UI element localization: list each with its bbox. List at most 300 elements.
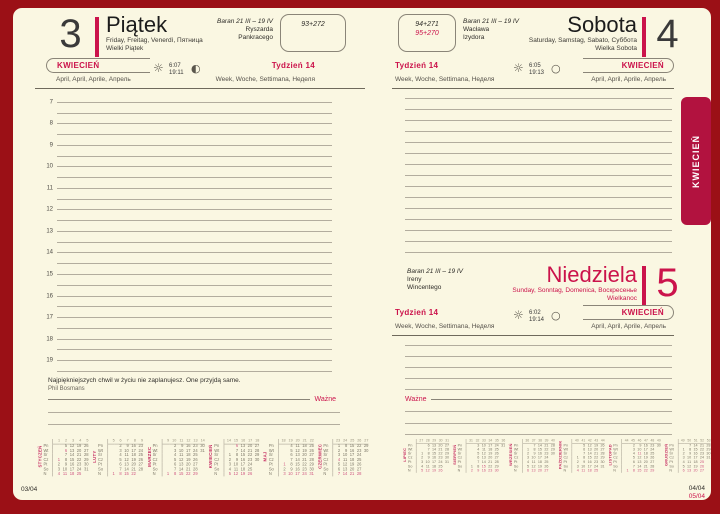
notes-row[interactable] — [405, 187, 672, 198]
footer-sunday: 05/04 — [688, 493, 705, 500]
calendar-day: 21 — [488, 460, 493, 465]
mini-calendar-month-name: MAJ — [263, 451, 269, 462]
calendar-day: 19 — [240, 472, 246, 477]
weekday-label: So — [214, 467, 223, 472]
calendar-day: 13 — [431, 443, 437, 448]
calendar-day: 14 — [124, 467, 129, 472]
notes-row[interactable] — [405, 220, 672, 231]
calendar-day: 7 — [119, 467, 122, 472]
calendar-day: 31 — [200, 448, 205, 454]
weekday-label: Wt — [269, 449, 278, 454]
hour-label: 11 — [46, 185, 53, 192]
half-hour-row[interactable] — [40, 210, 332, 221]
half-hour-row[interactable] — [40, 253, 332, 264]
mini-calendar-month-name: SIERPIEŃ — [452, 444, 458, 466]
quote-block — [48, 377, 348, 392]
calendar-day: 23 — [193, 444, 198, 449]
calendar-day: 27 — [494, 456, 499, 461]
calendar-day: 29 — [254, 453, 260, 458]
calendar-day — [198, 472, 205, 477]
calendar-day: 14 — [69, 453, 75, 458]
calendar-day: 14 — [178, 467, 184, 472]
notes-row[interactable] — [405, 110, 672, 121]
calendar-day: 1 — [112, 472, 115, 477]
friday-sun-times — [169, 63, 184, 77]
calendar-day: 4 — [228, 467, 232, 472]
week-number: 17 — [245, 439, 252, 444]
calendar-day: 28 — [550, 443, 555, 448]
calendar-day: 10 — [62, 467, 68, 472]
calendar-day: 21 — [438, 447, 443, 452]
calendar-day: 14 — [587, 452, 592, 456]
calendar-day: 13 — [240, 444, 246, 449]
friday-name-day-2: Pankracego — [238, 34, 273, 41]
notes-row[interactable] — [405, 209, 672, 220]
weekday-label: Pt — [564, 461, 573, 465]
weekday-label: Pn — [613, 443, 622, 447]
saturday-title-block — [483, 13, 637, 53]
week-number: 14 — [224, 439, 231, 444]
calendar-day: 17 — [295, 472, 300, 477]
sunday-sunrise: 6:02 — [529, 310, 541, 316]
weekday-label: Pt — [514, 461, 523, 465]
calendar-day: 10 — [233, 462, 239, 467]
friday-day-languages: Friday, Freitag, Venerdì, Пятница — [106, 37, 203, 44]
calendar-day: 17 — [587, 464, 592, 469]
saturday-month-languages: April, April, Aprile, Апрель — [591, 76, 666, 83]
weekday-label: N — [214, 472, 223, 477]
calendar-day: 6 — [583, 447, 586, 452]
calendar-day: 11 — [179, 453, 184, 458]
weekday-label: Cz — [153, 458, 162, 463]
weekday-label: Wt — [214, 449, 223, 454]
calendar-day: 9 — [639, 443, 642, 448]
quote-text: Najpiękniejszych chwil w życiu nie zaplanujesz. One przyjdą same. — [48, 377, 241, 384]
calendar-day: 23 — [699, 452, 705, 456]
calendar-day: 8 — [477, 464, 480, 469]
calendar-day: 21 — [594, 452, 599, 456]
footer-saturday: 04/04 — [688, 485, 705, 492]
calendar-day: 16 — [693, 452, 698, 456]
calendar-day: 19 — [302, 448, 307, 454]
saturday-day-counter-box — [398, 14, 456, 52]
mini-calendar — [559, 439, 605, 473]
calendar-day: 21 — [699, 443, 705, 448]
notes-row[interactable] — [405, 132, 672, 143]
hour-label: 9 — [49, 142, 53, 149]
sunday-day-name: Niedziela — [546, 262, 637, 287]
week-number: 39 — [542, 439, 548, 443]
calendar-day: 18 — [587, 468, 592, 473]
hour-label: 18 — [46, 336, 53, 343]
calendar-day: 22 — [699, 447, 705, 452]
saturday-sunset: 19:13 — [529, 70, 545, 76]
calendar-day: 6 — [119, 462, 122, 467]
sunday-month-languages: April, April, Aprile, Апрель — [591, 323, 666, 330]
calendar-day: 5 — [228, 472, 232, 477]
half-hour-row[interactable] — [40, 361, 332, 372]
calendar-day: 3 — [477, 443, 480, 448]
notes-row[interactable] — [405, 401, 672, 412]
weekday-label: N — [669, 469, 678, 473]
week-number: 53 — [704, 439, 710, 443]
weekday-label: Wt — [514, 448, 523, 452]
calendar-day: 19 — [349, 462, 355, 467]
mini-calendar — [453, 439, 506, 473]
calendar-day: 18 — [431, 464, 437, 469]
half-hour-row[interactable] — [40, 189, 332, 200]
calendar-day: 5 — [290, 448, 293, 454]
calendar-day: 6 — [290, 453, 293, 458]
weekday-label: N — [613, 469, 622, 473]
saturday-name-day-1: Wacława — [463, 26, 490, 33]
calendar-day: 16 — [537, 452, 542, 456]
calendar-day: 24 — [76, 467, 82, 472]
calendar-day: 26 — [138, 458, 144, 463]
calendar-day: 11 — [295, 444, 300, 449]
hour-row[interactable] — [40, 178, 332, 192]
calendar-day: 19 — [488, 452, 493, 456]
sunday-holiday: Wielkanoc — [607, 295, 637, 302]
hour-row[interactable] — [40, 157, 332, 168]
week-number: 11 — [176, 439, 183, 444]
hour-row[interactable] — [40, 286, 332, 300]
calendar-day: 30 — [656, 443, 661, 448]
calendar-day: 7 — [290, 458, 293, 463]
moon-phase-icon: ○ — [551, 309, 561, 322]
calendar-day: 4 — [576, 468, 579, 473]
hour-label: 15 — [46, 271, 53, 278]
notes-row[interactable] — [405, 99, 672, 110]
week-number: 14 — [198, 439, 205, 444]
saturday-week-label: Tydzień 14 — [395, 61, 439, 70]
weekday-label: Wt — [458, 448, 467, 452]
calendar-day: 30 — [600, 460, 605, 465]
calendar-day: 23 — [650, 443, 655, 448]
calendar-day: 27 — [193, 462, 198, 467]
week-number: 21 — [300, 439, 307, 444]
calendar-day: 31 — [706, 456, 711, 461]
calendar-day: 22 — [594, 456, 599, 461]
calendar-day — [443, 469, 449, 473]
weekday-label: Cz — [408, 456, 417, 460]
week-number: 4 — [74, 439, 81, 444]
calendar-day: 7 — [689, 443, 692, 448]
calendar-day: 13 — [481, 456, 486, 461]
mini-calendar-month-name: LUTY — [92, 450, 98, 463]
calendar-day: 10 — [178, 448, 184, 454]
notes-row[interactable] — [48, 401, 340, 413]
important-line — [431, 399, 672, 400]
week-number: 35 — [492, 439, 498, 443]
calendar-day: 12 — [233, 472, 239, 477]
notes-row[interactable] — [405, 368, 672, 379]
calendar-day: 16 — [643, 443, 648, 448]
calendar-day: 21 — [349, 472, 355, 477]
calendar-day: 22 — [185, 472, 191, 477]
saturday-notes-lines[interactable] — [405, 88, 672, 253]
calendar-day: 8 — [533, 447, 536, 452]
calendar-day: 20 — [438, 443, 443, 448]
weekday-label: Wt — [323, 449, 332, 454]
saturday-week-languages: Week, Woche, Settimana, Неделя — [395, 76, 495, 83]
notes-row[interactable] — [405, 335, 672, 346]
half-hour-row[interactable] — [40, 124, 332, 135]
left-separator — [35, 88, 365, 89]
saturday-month-pill: KWIECIEŃ — [583, 58, 674, 73]
calendar-day: 17 — [185, 448, 191, 454]
week-number: 2 — [60, 439, 67, 444]
weekday-label: So — [458, 465, 467, 469]
calendar-day: 3 — [174, 448, 177, 454]
notes-row[interactable] — [405, 88, 672, 99]
hour-label: 17 — [46, 314, 53, 321]
calendar-day: 18 — [488, 447, 493, 452]
calendar-day: 23 — [544, 452, 549, 456]
half-hour-row[interactable] — [40, 318, 332, 329]
week-number: 7 — [122, 439, 129, 444]
calendar-day: 20 — [488, 456, 493, 461]
calendar-day: 28 — [138, 467, 144, 472]
calendar-day: 4 — [632, 452, 635, 456]
calendar-day: 26 — [544, 464, 549, 469]
calendar-day: 23 — [594, 460, 599, 465]
calendar-day: 10 — [124, 448, 129, 454]
notes-row[interactable] — [405, 357, 672, 368]
notes-row[interactable] — [405, 176, 672, 187]
calendar-day: 20 — [537, 468, 542, 473]
week-number: 36 — [499, 439, 505, 443]
calendar-day: 27 — [83, 448, 89, 454]
month-tab-kwiecien[interactable] — [681, 97, 711, 225]
calendar-day: 24 — [138, 448, 144, 454]
calendar-day: 13 — [637, 460, 642, 465]
calendar-day: 24 — [650, 447, 655, 452]
calendar-day: 1 — [283, 462, 286, 467]
week-number: 52 — [698, 439, 704, 443]
calendar-day: 10 — [288, 472, 293, 477]
calendar-day: 24 — [438, 460, 443, 465]
calendar-day: 19 — [185, 458, 191, 463]
calendar-day: 14 — [240, 448, 246, 454]
weekday-label: Śr — [564, 452, 573, 456]
mini-calendar — [263, 439, 313, 477]
friday-week-languages: Week, Woche, Settimana, Неделя — [215, 76, 315, 83]
calendar-day: 26 — [193, 458, 198, 463]
calendar-day: 18 — [69, 472, 75, 477]
sunday-day-number: 5 — [656, 261, 678, 305]
friday-holiday: Wielki Piątek — [106, 45, 144, 52]
hour-row[interactable] — [40, 307, 332, 321]
calendar-day: 3 — [421, 460, 424, 465]
saturday-accent-bar — [642, 17, 646, 57]
calendar-day: 18 — [185, 453, 191, 458]
calendar-day: 21 — [544, 443, 549, 448]
calendar-day: 7 — [427, 447, 430, 452]
month-tab-label: KWIECIEŃ — [691, 134, 701, 188]
weekday-label: N — [43, 472, 52, 477]
calendar-day: 8 — [583, 456, 586, 461]
notes-row[interactable] — [405, 231, 672, 242]
friday-notes-lines[interactable] — [48, 401, 340, 425]
calendar-day: 7 — [533, 443, 536, 448]
hour-row[interactable] — [40, 221, 332, 235]
calendar-day: 16 — [240, 458, 246, 463]
calendar-day: 19 — [693, 464, 698, 469]
mini-calendar-month-name: GRUDZIEŃ — [664, 443, 669, 467]
calendar-day: 5 — [174, 458, 177, 463]
calendar-day: 4 — [682, 460, 685, 465]
half-hour-row[interactable] — [40, 232, 332, 243]
calendar-day: 8 — [344, 444, 348, 449]
weekday-label: N — [514, 469, 523, 473]
calendar-day: 21 — [185, 467, 191, 472]
calendar-day: 27 — [650, 460, 655, 465]
calendar-day: 3 — [576, 464, 579, 469]
calendar-day: 6 — [527, 468, 530, 473]
sunday-week-languages: Week, Woche, Settimana, Неделя — [395, 323, 495, 330]
friday-day-name: Piątek — [106, 12, 168, 37]
sunday-extra-lines[interactable] — [405, 401, 672, 435]
calendar-day: 4 — [57, 472, 61, 477]
week-number: 24 — [340, 439, 347, 444]
calendar-day: 21 — [643, 464, 648, 469]
friday-sunset: 19:11 — [169, 70, 184, 76]
mini-calendar — [147, 439, 205, 477]
hour-row[interactable] — [40, 264, 332, 278]
calendar-day: 29 — [600, 456, 605, 461]
hour-row[interactable] — [40, 200, 332, 211]
calendar-day: 22 — [131, 472, 136, 477]
notes-row[interactable] — [48, 413, 340, 425]
calendar-day: 16 — [587, 460, 592, 465]
calendar-day: 9 — [477, 468, 480, 473]
calendar-day: 24 — [356, 453, 362, 458]
calendar-day: 17 — [240, 462, 246, 467]
calendar-day: 13 — [178, 462, 184, 467]
half-hour-row[interactable] — [40, 297, 332, 308]
week-number: 1 — [53, 439, 60, 444]
weekday-label: Śr — [153, 454, 162, 459]
weekday-label: Cz — [214, 458, 223, 463]
calendar-day: 25 — [494, 447, 499, 452]
calendar-day: 30 — [444, 456, 450, 461]
weekday-label: Wt — [408, 448, 417, 452]
calendar-day: 24 — [302, 472, 307, 477]
calendar-day: 22 — [438, 452, 443, 456]
notes-row[interactable] — [405, 198, 672, 209]
calendar-day: 3 — [527, 456, 530, 461]
calendar-day: 5 — [337, 462, 341, 467]
ruled-line — [405, 252, 672, 253]
hour-row[interactable] — [40, 329, 332, 343]
notes-row[interactable] — [405, 165, 672, 176]
calendar-day: 25 — [356, 458, 362, 463]
mini-calendar — [608, 439, 661, 473]
calendar-day: 1 — [57, 458, 61, 463]
weekday-label: N — [323, 472, 332, 477]
calendar-day: 4 — [119, 453, 122, 458]
weekday-label: Śr — [408, 452, 417, 456]
calendar-day: 14 — [295, 458, 300, 463]
mini-calendar-month-name: CZERWIEC — [317, 444, 323, 470]
weekday-label: Cz — [514, 456, 523, 460]
hour-row[interactable] — [40, 350, 332, 364]
friday-week-label: Tydzień 14 — [271, 61, 315, 70]
calendar-day: 16 — [185, 444, 191, 449]
weekday-label: Cz — [43, 458, 52, 463]
week-number: 37 — [529, 439, 535, 443]
week-number: 40 — [572, 439, 579, 443]
notes-row[interactable] — [405, 143, 672, 154]
week-number: 16 — [238, 439, 245, 444]
calendar-day: 15 — [349, 444, 355, 449]
calendar-day: 6 — [235, 444, 239, 449]
hour-row[interactable] — [40, 135, 332, 149]
calendar-day: 3 — [283, 472, 286, 477]
calendar-day: 11 — [425, 464, 430, 469]
sunrise-sunset-icon: ☼ — [513, 308, 524, 322]
saturday-holiday: Wielka Sobota — [595, 45, 637, 52]
weekday-label: Pn — [214, 444, 223, 449]
half-hour-row[interactable] — [40, 340, 332, 351]
calendar-day: 8 — [290, 462, 293, 467]
hour-row[interactable] — [40, 243, 332, 254]
friday-day-counter-box — [280, 14, 346, 52]
calendar-day: 26 — [438, 468, 443, 473]
half-hour-row[interactable] — [40, 103, 332, 114]
mini-calendars-left — [38, 439, 368, 477]
friday-hours-grid[interactable] — [40, 92, 332, 372]
calendar-day: 2 — [119, 444, 122, 449]
half-hour-row[interactable] — [40, 167, 332, 178]
calendar-day: 19 — [643, 456, 648, 461]
calendar-day: 28 — [444, 447, 450, 452]
weekday-label: Cz — [323, 458, 332, 463]
calendar-day: 6 — [337, 467, 341, 472]
notes-row[interactable] — [405, 346, 672, 357]
calendar-day: 1 — [228, 453, 232, 458]
calendar-day: 26 — [494, 452, 499, 456]
notes-row[interactable] — [405, 242, 672, 253]
notes-row[interactable] — [405, 412, 672, 423]
calendar-day: 29 — [650, 468, 655, 473]
week-number: 12 — [183, 439, 190, 444]
calendar-day: 9 — [344, 448, 348, 454]
half-hour-row[interactable] — [40, 146, 332, 157]
calendar-day: 27 — [138, 462, 144, 467]
weekday-label: So — [43, 467, 52, 472]
hour-row[interactable] — [40, 114, 332, 125]
hour-row[interactable] — [40, 92, 332, 106]
notes-row[interactable] — [405, 379, 672, 390]
half-hour-row[interactable] — [40, 275, 332, 286]
notes-row[interactable] — [405, 154, 672, 165]
calendar-day: 25 — [650, 452, 655, 456]
mini-calendars-right — [403, 439, 711, 473]
calendar-day: 13 — [531, 468, 536, 473]
calendar-day: 12 — [531, 464, 536, 469]
week-number: 42 — [585, 439, 591, 443]
notes-row[interactable] — [405, 424, 672, 435]
calendar-day: 11 — [687, 460, 692, 465]
calendar-day: 10 — [637, 447, 642, 452]
calendar-day: 22 — [544, 447, 549, 452]
calendar-day: 16 — [295, 467, 300, 472]
notes-row[interactable] — [405, 121, 672, 132]
calendar-day: 8 — [427, 452, 430, 456]
sunday-notes-lines[interactable] — [405, 335, 672, 390]
